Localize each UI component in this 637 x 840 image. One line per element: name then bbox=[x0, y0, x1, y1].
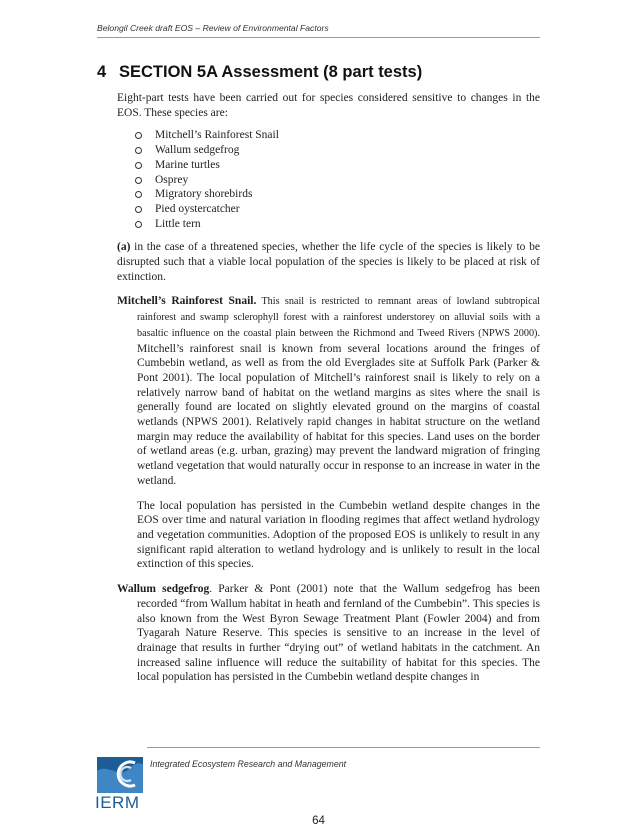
list-item: Marine turtles bbox=[135, 158, 540, 173]
list-item: Osprey bbox=[135, 173, 540, 188]
species-entry-sedgefrog bbox=[117, 582, 540, 685]
page-number: 64 bbox=[312, 815, 325, 827]
footer-org-name: Integrated Ecosystem Research and Management bbox=[150, 759, 347, 769]
ierm-logo-icon bbox=[97, 757, 143, 793]
circle-bullet-icon bbox=[135, 147, 142, 154]
entry-text: . Parker & Pont (2001) note that the Wallum sedgefrog has been recorded “from Wallum habitat in heath and fernland of the Cumbebin”. This species is also known from the West Byron Sewage Treatment Plant (Fowler 2004) and from Tyagarah Nature Reserve. This species is sensitive to an increase in the level of drainage that results in further “drying out” of wetland habitats in the catchment. An increased saline influence will reduce the suitability of habitat for this species. The local population has persisted in the Cumbebin wetland despite changes in bbox=[137, 583, 540, 684]
list-item: Pied oystercatcher bbox=[135, 202, 540, 217]
species-entry-snail bbox=[117, 294, 540, 488]
entry-heading: Mitchell’s Rainforest Snail. bbox=[117, 295, 257, 308]
circle-bullet-icon bbox=[135, 132, 142, 139]
intro-paragraph: Eight-part tests have been carried out for species considered sensitive to changes in the EOS. These species are: bbox=[117, 92, 540, 119]
entry-small-text: This snail is restricted to remnant areas of lowland subtropical rainforest and swamp sclerophyll forest with a rainforest understorey on alluvial soils with a basaltic influence on the coastal plain between the Richmond and Tweed Rivers (NPWS 2000). bbox=[137, 296, 540, 339]
circle-bullet-icon bbox=[135, 206, 142, 213]
criterion-text: in the case of a threatened species, whether the life cycle of the species is likely to be disrupted such that a viable local population of the species is likely to be placed at risk of extinction. bbox=[117, 241, 540, 283]
entry-text: Mitchell’s rainforest snail is known from several locations around the fringes of Cumbebin wetland, as well as from the old Everglades site at Suffolk Park (Parker & Pont 2001). The local population of Mitchell’s rainforest snail is likely to rely on a relatively narrow band of habitat on the wetland margins as sites where the snail is generally found are located on slightly elevated ground on the margins of coastal wetlands (NPWS 2001). Relatively rapid changes in habitat structure on the wetland margin may reduce the availability of habitat for this species. Land uses on the border of wetland areas (e.g. urban, grazing) may prevent the landward migration of fringing wetland vegetation that would naturally occur in response to an increase in water in the wetland. bbox=[137, 342, 540, 487]
document-body bbox=[117, 91, 540, 695]
footer-divider bbox=[147, 747, 540, 748]
circle-bullet-icon bbox=[135, 221, 142, 228]
entry-heading: Wallum sedgefrog bbox=[117, 583, 210, 596]
criterion-label: (a) bbox=[117, 241, 131, 254]
running-header: Belongil Creek draft EOS – Review of Environmental Factors bbox=[97, 23, 540, 38]
list-item: Migratory shorebirds bbox=[135, 187, 540, 202]
section-title-text: SECTION 5A Assessment (8 part tests) bbox=[119, 63, 423, 81]
circle-bullet-icon bbox=[135, 162, 142, 169]
list-item: Wallum sedgefrog bbox=[135, 143, 540, 158]
circle-bullet-icon bbox=[135, 177, 142, 184]
logo-text: IERM bbox=[95, 793, 140, 812]
section-number: 4 bbox=[97, 63, 107, 81]
section-heading bbox=[97, 63, 422, 82]
criterion-paragraph bbox=[117, 240, 540, 284]
circle-bullet-icon bbox=[135, 191, 142, 198]
list-item: Little tern bbox=[135, 217, 540, 232]
list-item: Mitchell’s Rainforest Snail bbox=[135, 128, 540, 143]
species-entry-snail-para2: The local population has persisted in the Cumbebin wetland despite changes in the EOS over time and natural variation in flooding regimes that affect wetland hydrology and vegetation communities. Adoption of the proposed EOS is unlikely to result in any significant rapid alteration to wetland hydrology and is unlikely to result in the local extinction of this species. bbox=[137, 499, 540, 571]
species-list bbox=[117, 128, 540, 231]
